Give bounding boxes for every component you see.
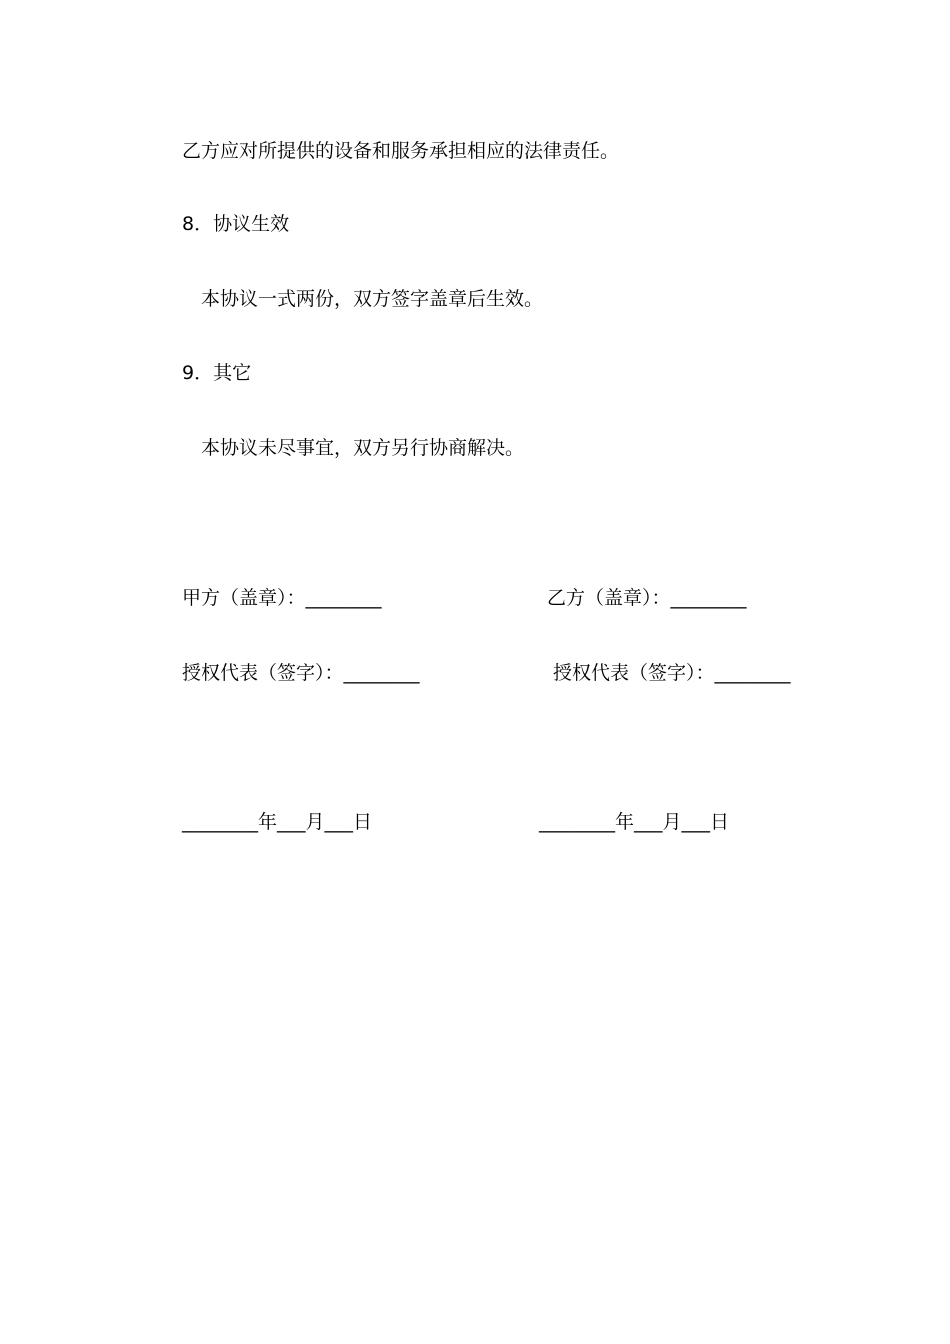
- party-b-seal-line: 乙方（盖章）：________: [547, 587, 747, 609]
- party-a-date-line: ________年___月___日: [182, 811, 373, 833]
- section-9-heading: 9．其它: [182, 362, 252, 384]
- party-a-representative-line: 授权代表（签字）：________: [182, 662, 420, 684]
- party-b-representative-line: 授权代表（签字）：________: [553, 662, 791, 684]
- liability-paragraph: 乙方应对所提供的设备和服务承担相应的法律责任。: [182, 140, 620, 162]
- party-a-seal-line: 甲方（盖章）：________: [182, 587, 382, 609]
- party-b-date-line: ________年___月___日: [539, 811, 730, 833]
- section-8-heading: 8．协议生效: [182, 213, 290, 235]
- section-8-body: 本协议一式两份，双方签字盖章后生效。: [201, 288, 544, 310]
- section-9-body: 本协议未尽事宜，双方另行协商解决。: [201, 437, 525, 459]
